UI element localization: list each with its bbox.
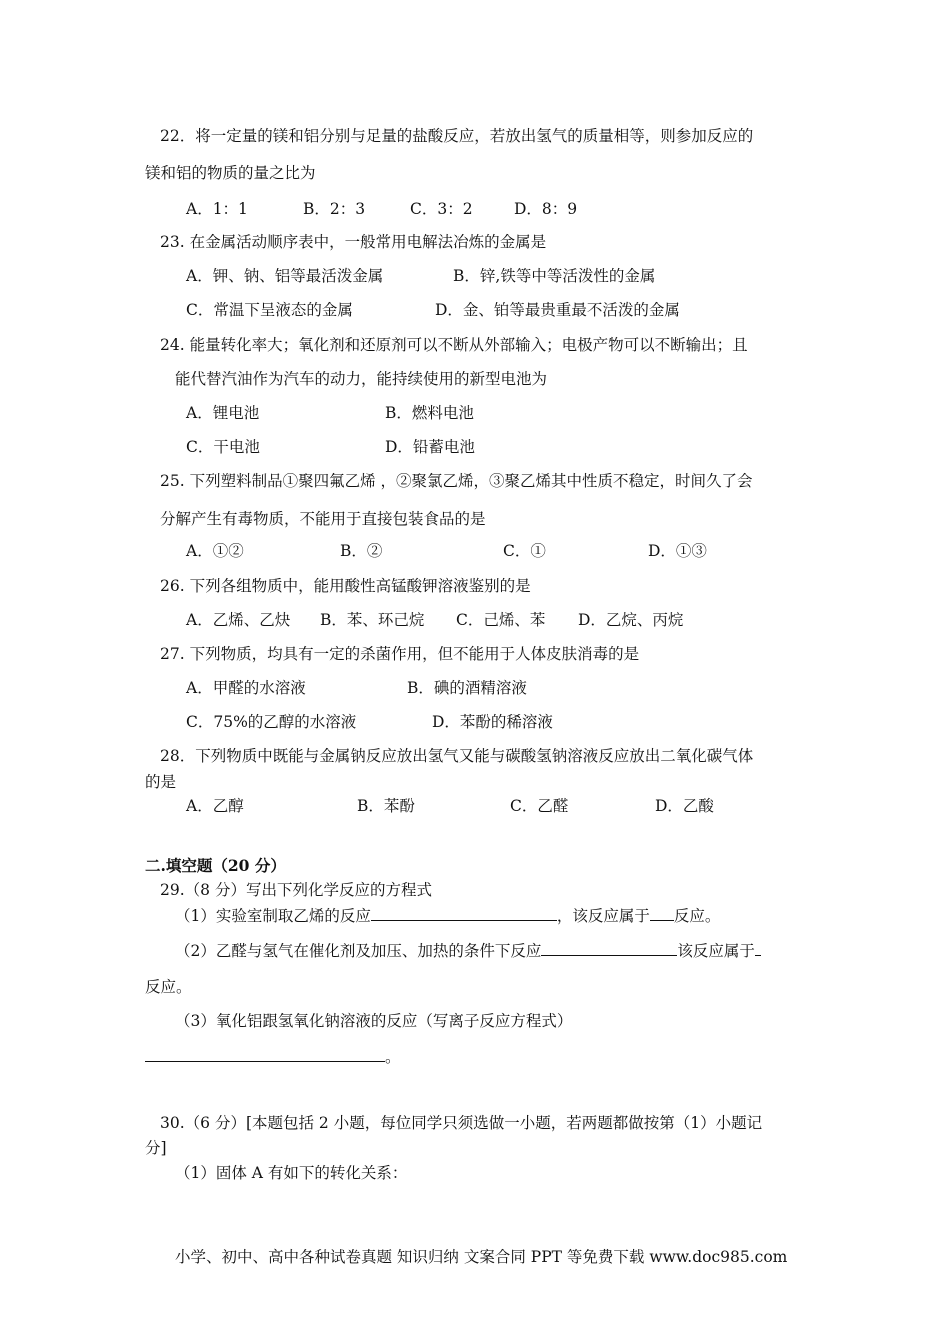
q29-part1-type-blank[interactable] [650, 905, 674, 921]
q22-option-d: D．8：9 [514, 200, 578, 218]
q30-stem-line1: 30.（6 分）[本题包括 2 小题，每位同学只须选做一小题，若两题都做按第（1）小题记 [160, 1114, 763, 1132]
q28-stem-line2: 的是 [145, 773, 177, 791]
q22-option-a: A．1：1 [186, 200, 248, 218]
q27-option-a: A．甲醛的水溶液 [186, 679, 306, 697]
q25-stem-line1: 25. 下列塑料制品①聚四氟乙烯 ，②聚氯乙烯，③聚乙烯其中性质不稳定，时间久了会 [160, 472, 753, 490]
q29-part2-text: （2）乙醛与氢气在催化剂及加压、加热的条件下反应 [175, 942, 542, 960]
q25-stem-line2: 分解产生有毒物质，不能用于直接包装食品的是 [160, 510, 486, 528]
q26-option-a: A．乙烯、乙炔 [186, 611, 291, 629]
q29-part2 [175, 940, 761, 961]
section-heading: 二.填空题（20 分） [145, 856, 286, 875]
page-footer: 小学、初中、高中各种试卷真题 知识归纳 文案合同 PPT 等免费下载 www.doc985.com [175, 1248, 788, 1266]
q27-option-c: C．75%的乙醇的水溶液 [186, 713, 357, 731]
q29-part3-end: 。 [385, 1048, 401, 1066]
q22-option-c: C．3：2 [410, 200, 473, 218]
q23-stem: 23. 在金属活动顺序表中，一般常用电解法冶炼的金属是 [160, 233, 547, 251]
q27-stem: 27. 下列物质，均具有一定的杀菌作用，但不能用于人体皮肤消毒的是 [160, 645, 640, 663]
q22-stem-line2: 镁和铝的物质的量之比为 [145, 164, 316, 182]
q29-part2-type-blank[interactable] [755, 940, 761, 956]
q26-option-b: B．苯、环己烷 [320, 611, 425, 629]
q30-stem-line2: 分] [145, 1139, 167, 1157]
q26-option-c: C．己烯、苯 [456, 611, 546, 629]
q28-stem-line1: 28．下列物质中既能与金属钠反应放出氢气又能与碳酸氢钠溶液反应放出二氧化碳气体 [160, 747, 754, 765]
q26-option-d: D．乙烷、丙烷 [578, 611, 684, 629]
q27-option-b: B．碘的酒精溶液 [407, 679, 527, 697]
q29-part3-answer [145, 1046, 401, 1067]
q29-part2-text-mid: 该反应属于 [677, 942, 755, 960]
q24-option-c: C．干电池 [186, 438, 260, 456]
q26-stem: 26. 下列各组物质中，能用酸性高锰酸钾溶液鉴别的是 [160, 577, 531, 595]
q28-option-d: D．乙酸 [655, 797, 714, 815]
q25-option-d: D．①③ [648, 542, 707, 560]
q29-part3: （3）氧化铝跟氢氧化钠溶液的反应（写离子反应方程式） [175, 1012, 573, 1030]
q24-option-a: A．锂电池 [186, 404, 260, 422]
q23-option-a: A．钾、钠、铝等最活泼金属 [186, 267, 384, 285]
q29-part3-answer-blank[interactable] [145, 1046, 385, 1062]
q25-option-b: B．② [340, 542, 383, 560]
q30-part1: （1）固体 A 有如下的转化关系： [175, 1164, 408, 1182]
q29-part1-text-mid: ，该反应属于 [556, 907, 650, 925]
q27-option-d: D．苯酚的稀溶液 [432, 713, 553, 731]
q23-option-b: B．锌,铁等中等活泼性的金属 [453, 267, 656, 285]
q28-option-b: B．苯酚 [357, 797, 415, 815]
q23-option-d: D．金、铂等最贵重最不活泼的金属 [435, 301, 680, 319]
q29-part2-answer-blank[interactable] [541, 940, 677, 956]
q28-option-c: C．乙醛 [510, 797, 569, 815]
q24-stem-line2: 能代替汽油作为汽车的动力，能持续使用的新型电池为 [175, 370, 548, 388]
q22-option-b: B．2：3 [303, 200, 366, 218]
q29-part1-text: （1）实验室制取乙烯的反应 [175, 907, 371, 925]
q24-stem-line1: 24. 能量转化率大；氧化剂和还原剂可以不断从外部输入；电极产物可以不断输出；且 [160, 336, 748, 354]
q24-option-b: B．燃料电池 [385, 404, 474, 422]
q28-option-a: A．乙醇 [186, 797, 244, 815]
q25-option-c: C．① [503, 542, 546, 560]
q22-stem-line1: 22．将一定量的镁和铝分别与足量的盐酸反应，若放出氢气的质量相等，则参加反应的 [160, 127, 754, 145]
q29-part1-answer-blank[interactable] [371, 905, 557, 921]
q24-option-d: D．铅蓄电池 [385, 438, 475, 456]
q29-part1-text-end: 反应。 [673, 907, 721, 925]
q23-option-c: C．常温下呈液态的金属 [186, 301, 353, 319]
q25-option-a: A．①② [186, 542, 244, 560]
q29-part2-end: 反应。 [145, 978, 192, 996]
q29-stem: 29.（8 分）写出下列化学反应的方程式 [160, 881, 432, 899]
q29-part1 [175, 905, 720, 926]
